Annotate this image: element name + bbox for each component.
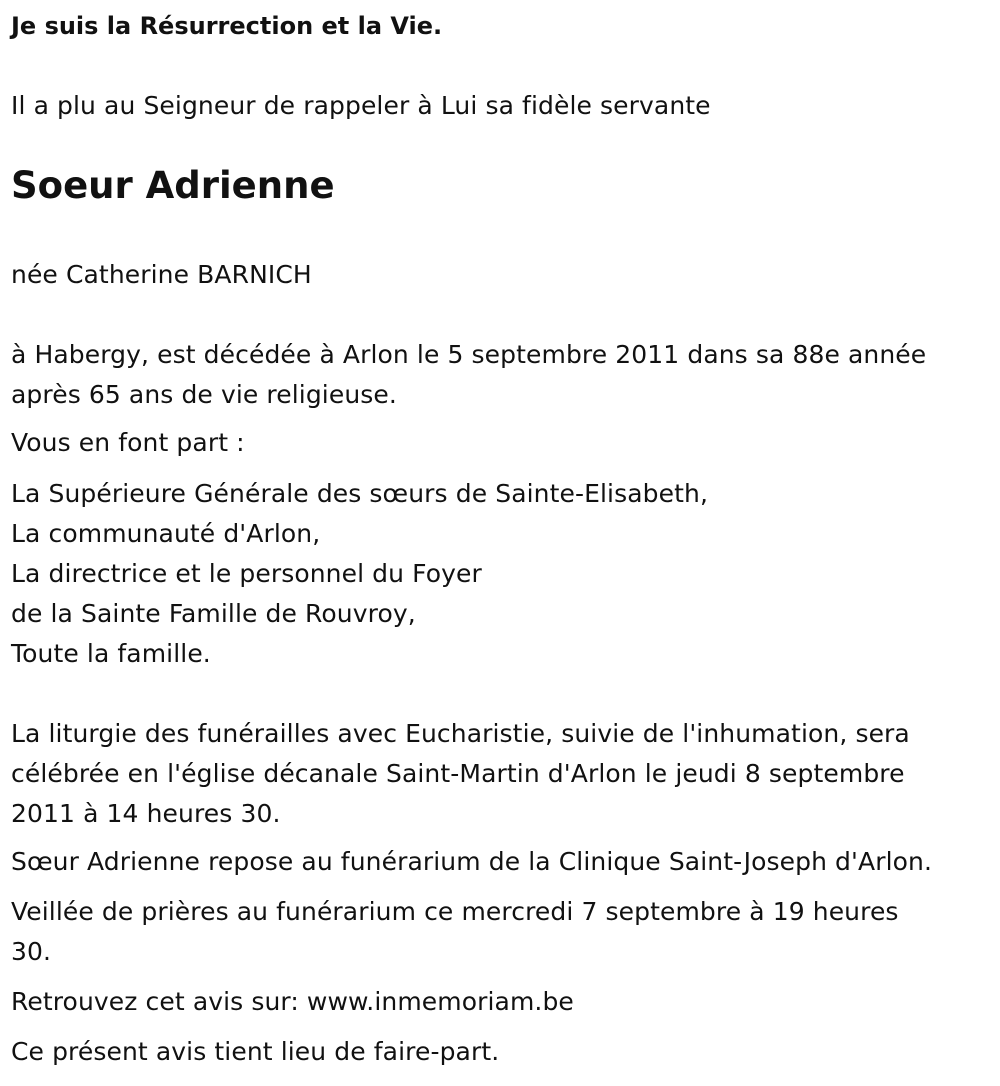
deceased-name: Soeur Adrienne xyxy=(11,164,335,207)
birth-name: née Catherine BARNICH xyxy=(11,260,312,289)
mourner-item: Toute la famille. xyxy=(11,639,211,668)
mourners-list xyxy=(11,474,708,674)
death-details xyxy=(11,335,926,415)
announcement-text: Il a plu au Seigneur de rappeler à Lui sa fidèle servante xyxy=(11,91,711,120)
funeral-details xyxy=(11,714,910,834)
mourner-item: La directrice et le personnel du Foyer xyxy=(11,559,482,588)
funeral-line: 2011 à 14 heures 30. xyxy=(11,799,281,828)
mourner-item: La Supérieure Générale des sœurs de Sainte-Elisabeth, xyxy=(11,479,708,508)
death-line: à Habergy, est décédée à Arlon le 5 septembre 2011 dans sa 88e année xyxy=(11,340,927,369)
website-reference: Retrouvez cet avis sur: www.inmemoriam.be xyxy=(11,987,574,1016)
mourner-item: de la Sainte Famille de Rouvroy, xyxy=(11,599,416,628)
intro-quote: Je suis la Résurrection et la Vie. xyxy=(11,12,443,40)
death-line: après 65 ans de vie religieuse. xyxy=(11,380,397,409)
closing-note: Ce présent avis tient lieu de faire-part. xyxy=(11,1037,500,1066)
notify-intro: Vous en font part : xyxy=(11,428,245,457)
vigil-details xyxy=(11,892,899,972)
rest-location: Sœur Adrienne repose au funérarium de la Clinique Saint-Joseph d'Arlon. xyxy=(11,847,933,876)
vigil-line: Veillée de prières au funérarium ce mercredi 7 septembre à 19 heures xyxy=(11,897,899,926)
mourner-item: La communauté d'Arlon, xyxy=(11,519,321,548)
funeral-line: célébrée en l'église décanale Saint-Martin d'Arlon le jeudi 8 septembre xyxy=(11,759,905,788)
vigil-line: 30. xyxy=(11,937,52,966)
funeral-line: La liturgie des funérailles avec Eucharistie, suivie de l'inhumation, sera xyxy=(11,719,910,748)
